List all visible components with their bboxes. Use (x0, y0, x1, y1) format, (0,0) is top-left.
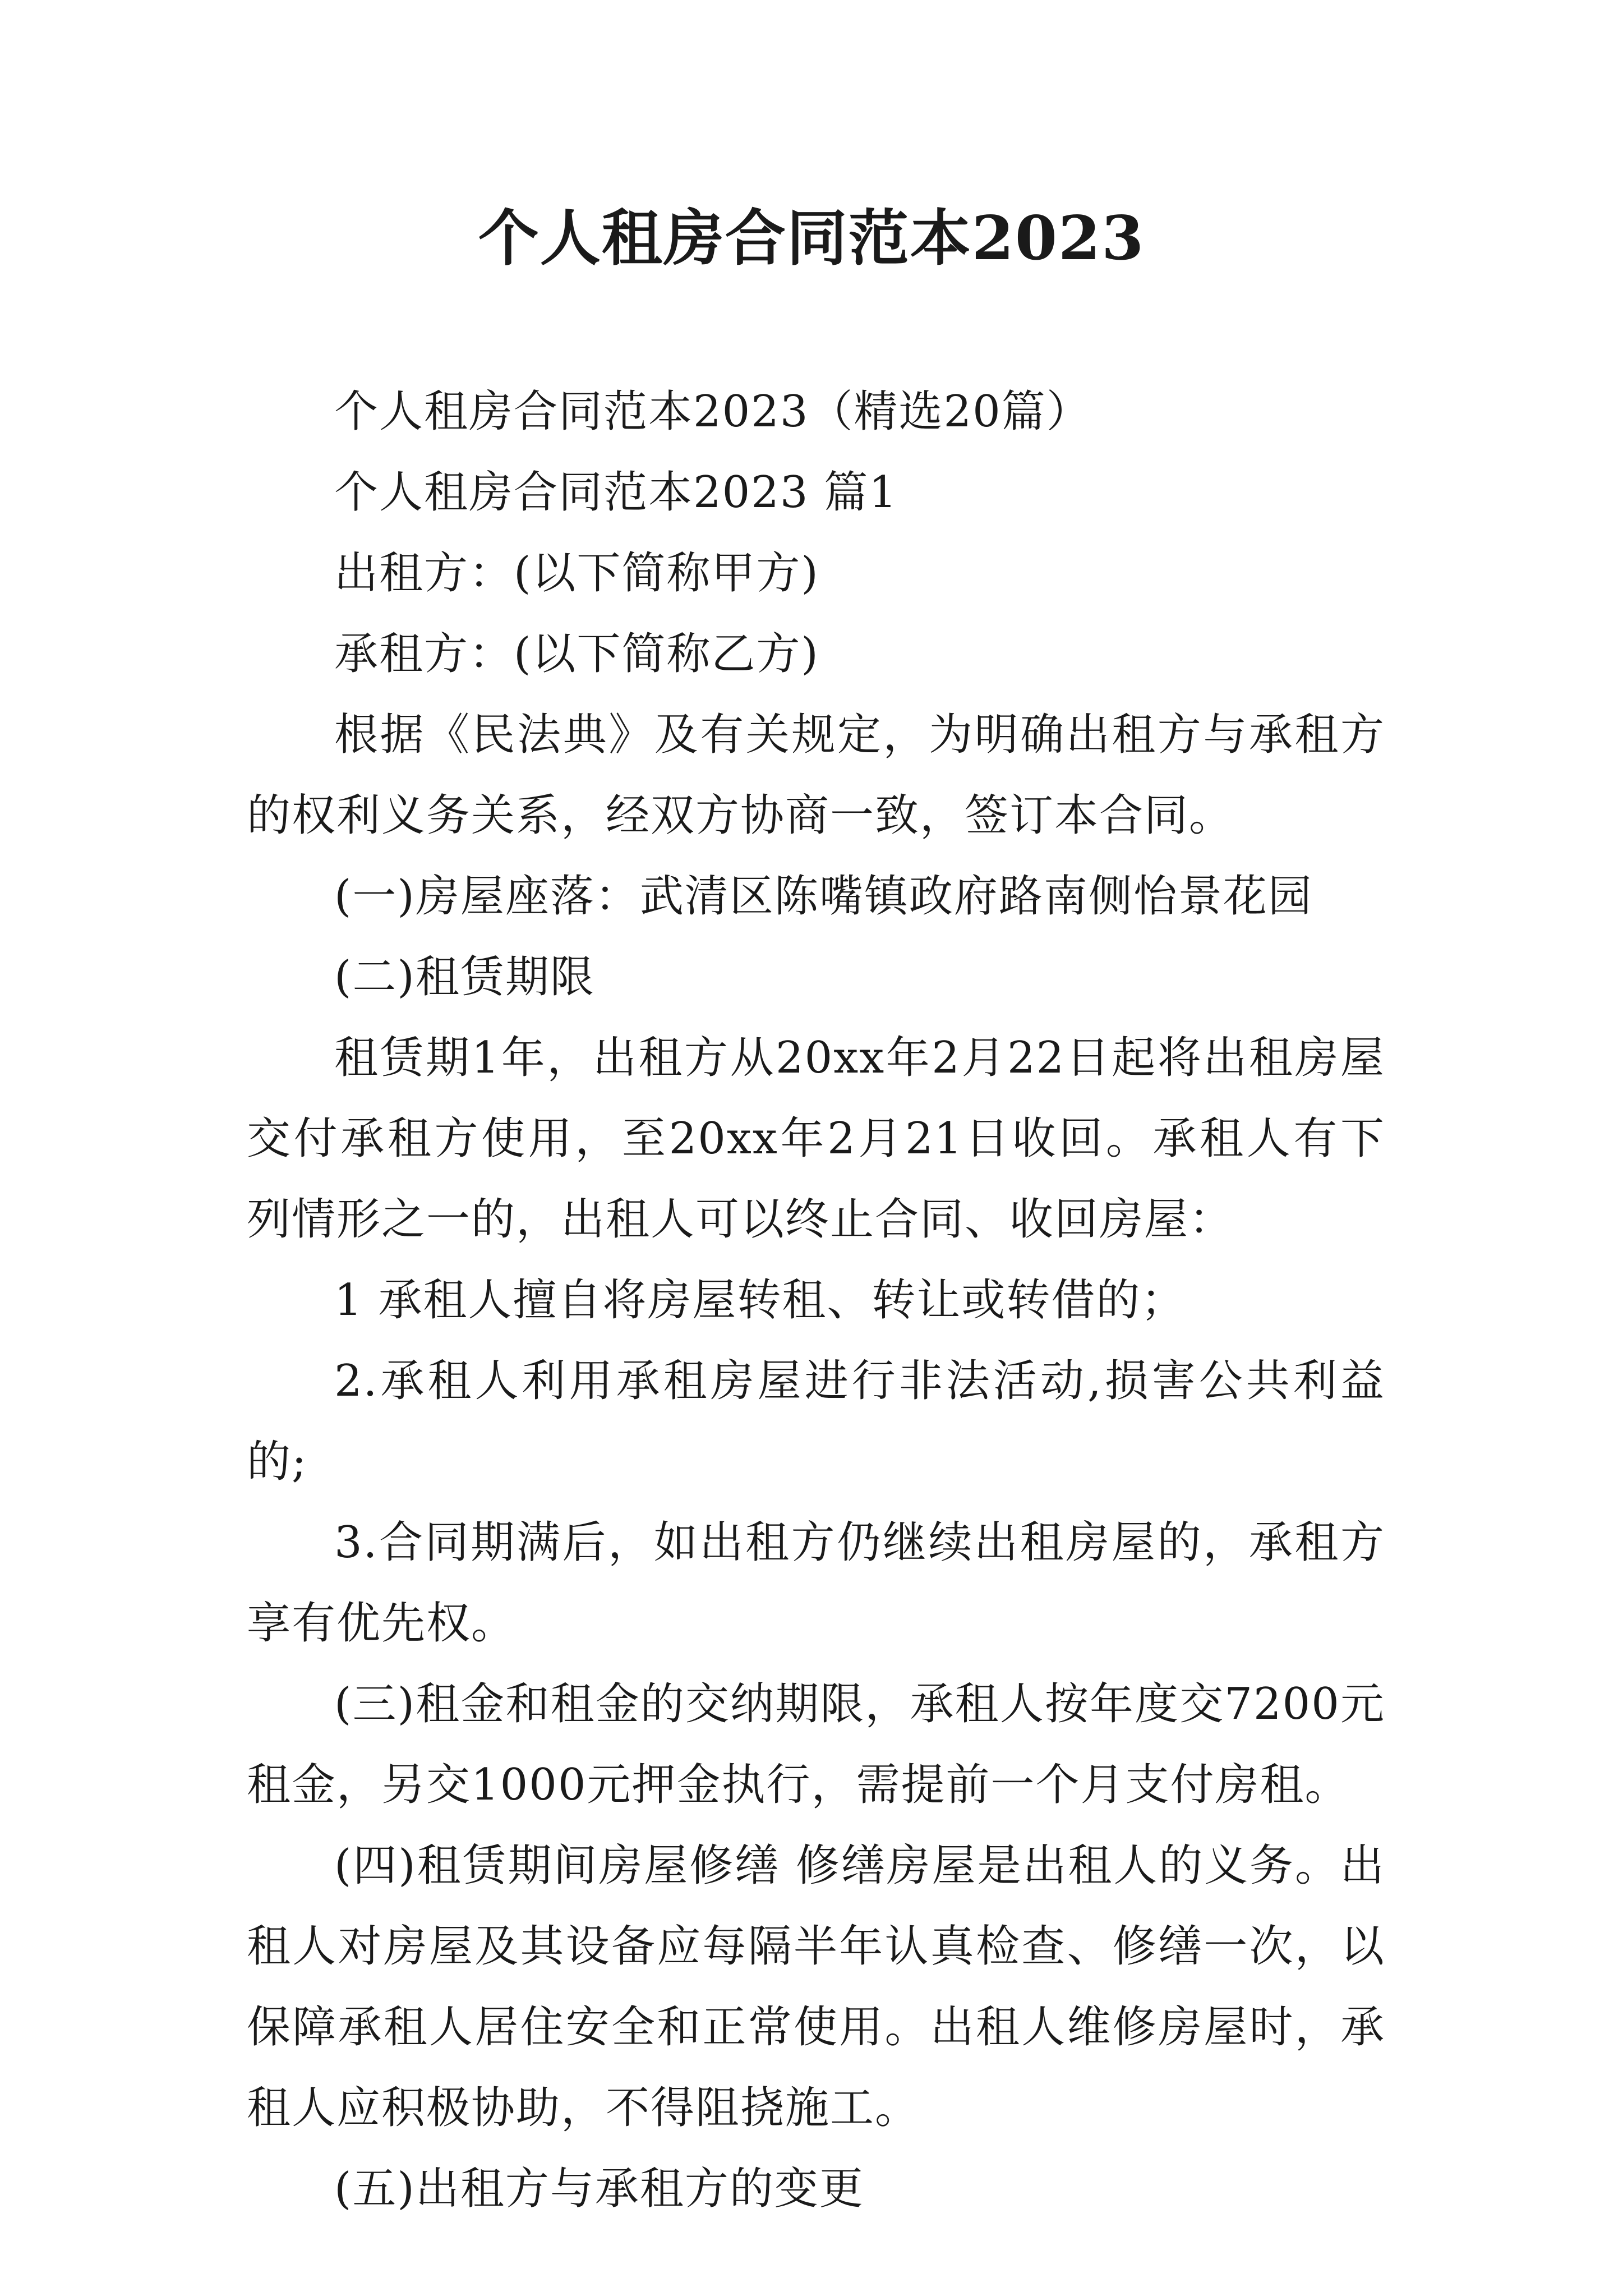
paragraph-preamble: 根据《民法典》及有关规定，为明确出租方与承租方的权利义务关系，经双方协商一致，签订本合同。 (247, 710, 1385, 841)
paragraph-lessor: 出租方：(以下简称甲方) (334, 548, 819, 599)
paragraph-term-item-1: 1 承租人擅自将房屋转租、转让或转借的； (334, 1275, 1186, 1326)
paragraph-clause-repair: (四)租赁期间房屋修缮 修缮房屋是出租人的义务。出租人对房屋及其设备应每隔半年认真检查、修缮一次，以保障承租人居住安全和正常使用。出租人维修房屋时，承租人应积极协助，不得阻挠施工。 (247, 1841, 1385, 2133)
paragraph-clause-rent: (三)租金和租金的交纳期限，承租人按年度交7200元租金，另交1000元押金执行，需提前一个月支付房租。 (247, 1679, 1385, 1810)
paragraph-term-item-2: 2.承租人利用承租房屋进行非法活动,损害公共利益的; (247, 1356, 1385, 1487)
paragraph-subtitle: 个人租房合同范本2023（精选20篇） (334, 386, 1091, 437)
document-title: 个人租房合同范本2023 (478, 203, 1145, 274)
paragraph-term-item-3: 3.合同期满后，如出租方仍继续出租房屋的，承租方享有优先权。 (247, 1517, 1385, 1649)
paragraph-clause-change: (五)出租方与承租方的变更 (334, 2164, 864, 2214)
document-body (247, 371, 1385, 2229)
paragraph-lessee: 承租方：(以下简称乙方) (334, 629, 819, 679)
paragraph-section-heading: 个人租房合同范本2023 篇1 (334, 467, 898, 518)
paragraph-clause-term-heading: (二)租赁期限 (334, 952, 595, 1002)
paragraph-clause-term: 租赁期1年，出租方从20xx年2月22日起将出租房屋交付承租方使用，至20xx年2月21日收回。承租人有下列情形之一的，出租人可以终止合同、收回房屋： (247, 1033, 1385, 1245)
paragraph-clause-location: (一)房屋座落：武清区陈嘴镇政府路南侧怡景花园 (334, 871, 1313, 922)
